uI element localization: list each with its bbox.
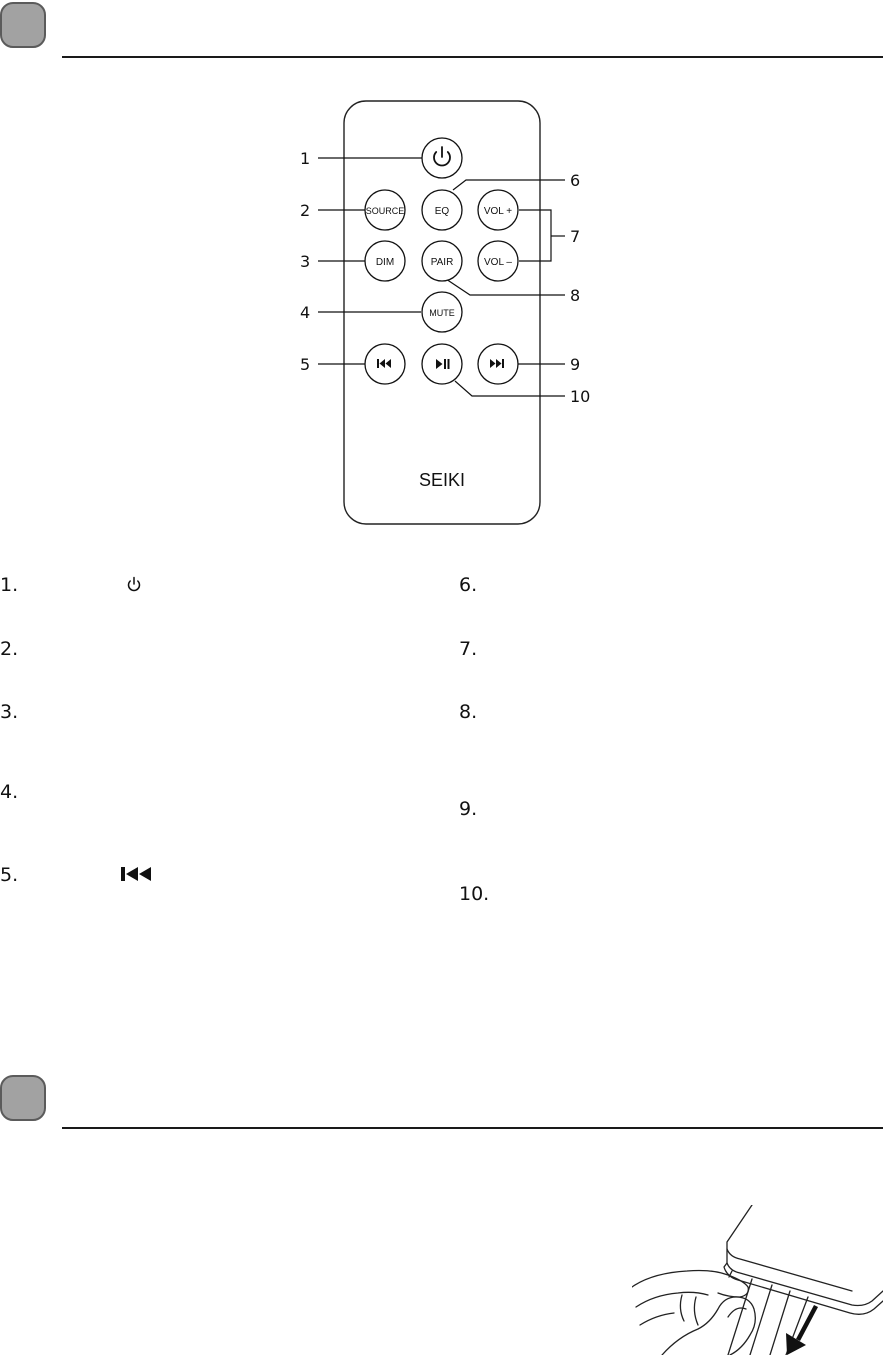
callout-10: 10 — [570, 387, 591, 406]
eq-label: EQ — [434, 206, 450, 217]
legend-item-10 — [459, 883, 489, 905]
legend-item-1 — [0, 574, 18, 596]
callout-6: 6 — [570, 171, 581, 190]
legend-item-7 — [459, 638, 477, 660]
section-2-rule — [62, 1127, 883, 1129]
legend-item-6 — [459, 574, 477, 596]
remote-diagram — [0, 0, 883, 540]
power-button[interactable] — [422, 138, 462, 178]
legend-num: 9. — [459, 798, 478, 820]
legend-num: 5. — [0, 864, 19, 886]
dim-label: DIM — [375, 257, 395, 268]
power-icon — [126, 576, 142, 592]
mute-label: MUTE — [429, 308, 455, 318]
section-2-badge — [0, 1075, 46, 1121]
legend-item-3 — [0, 701, 18, 723]
source-label: SOURCE — [365, 206, 405, 216]
callout-4: 4 — [300, 303, 311, 322]
legend-num: 8. — [459, 701, 478, 723]
callout-2: 2 — [300, 201, 311, 220]
legend-num: 10. — [459, 883, 490, 905]
legend-item-4 — [0, 781, 18, 803]
callout-9: 9 — [570, 355, 581, 374]
legend-item-5 — [0, 864, 18, 886]
pair-label: PAIR — [430, 257, 454, 268]
legend-num: 4. — [0, 781, 19, 803]
legend-num: 7. — [459, 638, 478, 660]
legend-num: 2. — [0, 638, 19, 660]
callout-5: 5 — [300, 355, 311, 374]
callout-1: 1 — [300, 149, 311, 168]
brand-logo: SEIKI — [418, 470, 466, 490]
battery-tab-illustration — [632, 1205, 883, 1355]
vol-up-label: VOL + — [483, 206, 513, 217]
legend-num: 6. — [459, 574, 478, 596]
callout-7: 7 — [570, 227, 581, 246]
legend-num: 3. — [0, 701, 19, 723]
previous-track-icon — [121, 866, 155, 882]
callout-3: 3 — [300, 252, 311, 271]
legend-item-9 — [459, 798, 477, 820]
legend-item-8 — [459, 701, 477, 723]
legend-item-2 — [0, 638, 18, 660]
vol-down-label: VOL – — [484, 257, 512, 268]
callout-8: 8 — [570, 286, 581, 305]
legend-num: 1. — [0, 574, 19, 596]
